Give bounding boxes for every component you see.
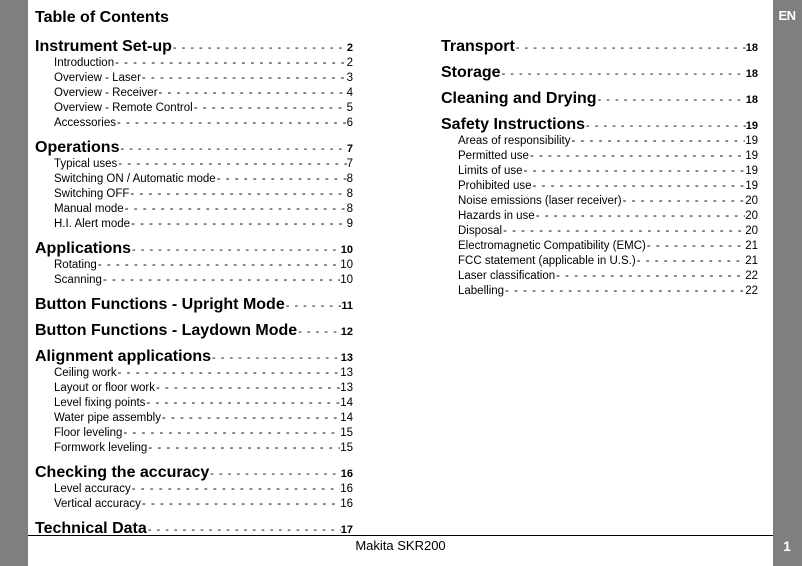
toc-entry[interactable] [35, 273, 353, 288]
entry-label: Overview - Laser [54, 72, 141, 84]
dot-leader [124, 202, 347, 217]
dot-leader [141, 497, 340, 512]
toc-entry[interactable] [35, 116, 353, 131]
entry-label: Typical uses [54, 158, 118, 170]
entry-label: Accessories [54, 117, 116, 129]
toc-entry[interactable] [35, 497, 353, 512]
dot-leader [97, 258, 340, 273]
dot-leader [117, 157, 346, 172]
entry-page: 8 [346, 173, 353, 185]
entry-page: 9 [346, 218, 353, 230]
toc-section [35, 321, 353, 340]
dot-leader [523, 164, 746, 179]
toc-section-heading[interactable] [35, 519, 353, 538]
toc-section [35, 239, 353, 288]
toc-entry[interactable] [35, 366, 353, 381]
dot-leader [158, 86, 347, 101]
dot-leader [102, 273, 340, 288]
toc-entry[interactable] [35, 396, 353, 411]
toc-section-heading[interactable] [441, 115, 758, 134]
entry-page: 8 [346, 188, 353, 200]
toc-section-heading[interactable] [35, 239, 353, 258]
entry-label: Manual mode [54, 203, 124, 215]
entry-label: Scanning [54, 274, 102, 286]
dot-leader [131, 241, 341, 258]
dot-leader [571, 134, 746, 149]
toc-section [35, 138, 353, 232]
section-page: 10 [340, 244, 353, 256]
section-page: 18 [745, 94, 758, 106]
toc-section [35, 37, 353, 131]
entry-label: Switching ON / Automatic mode [54, 173, 216, 185]
entry-page: 6 [346, 117, 353, 129]
toc-section-heading[interactable] [35, 138, 353, 157]
entry-label: Labelling [458, 285, 505, 297]
section-title: Alignment applications [35, 348, 212, 365]
entry-page: 21 [745, 255, 758, 267]
dot-leader [285, 297, 342, 314]
dot-leader [147, 441, 340, 456]
entry-page: 19 [745, 165, 758, 177]
toc-section-heading[interactable] [35, 37, 353, 56]
entry-label: Vertical accuracy [54, 498, 141, 510]
right-margin-bar [773, 0, 802, 566]
toc-entry[interactable] [441, 269, 758, 284]
toc-entry[interactable] [35, 381, 353, 396]
dot-leader [585, 117, 746, 134]
toc-entry[interactable] [35, 172, 353, 187]
entry-page: 19 [745, 150, 758, 162]
toc-entry[interactable] [441, 194, 758, 209]
entry-page: 20 [745, 225, 758, 237]
entry-label: Ceiling work [54, 367, 117, 379]
dot-leader [216, 172, 347, 187]
dot-leader [155, 381, 340, 396]
dot-leader [209, 465, 340, 482]
section-page: 11 [341, 300, 353, 312]
entry-label: Formwork leveling [54, 442, 148, 454]
toc-section-heading[interactable] [441, 89, 758, 108]
entry-label: Noise emissions (laser receiver) [458, 195, 622, 207]
toc-entry[interactable] [35, 202, 353, 217]
entry-label: Hazards in use [458, 210, 535, 222]
dot-leader [117, 366, 341, 381]
entry-label: H.I. Alert mode [54, 218, 131, 230]
dot-leader [211, 349, 341, 366]
toc-section [35, 347, 353, 456]
dot-leader [502, 224, 745, 239]
toc-section [441, 63, 758, 82]
entry-label: Disposal [458, 225, 503, 237]
toc-entry[interactable] [35, 217, 353, 232]
dot-leader [535, 209, 745, 224]
dot-leader [501, 65, 746, 82]
toc-section [35, 295, 353, 314]
entry-page: 16 [340, 498, 353, 510]
entry-page: 22 [745, 270, 758, 282]
entry-page: 21 [745, 240, 758, 252]
toc-entry[interactable] [441, 149, 758, 164]
entry-label: Rotating [54, 259, 97, 271]
section-page: 19 [745, 120, 758, 132]
entry-label: Introduction [54, 57, 115, 69]
dot-leader [161, 411, 340, 426]
toc-section-heading[interactable] [35, 295, 353, 314]
toc-section [441, 115, 758, 299]
entry-label: Level accuracy [54, 483, 131, 495]
entry-label: Level fixing points [54, 397, 146, 409]
footer-text: Makita SKR200 [355, 538, 446, 553]
section-title: Operations [35, 139, 120, 156]
dot-leader [529, 149, 745, 164]
entry-label: Permitted use [458, 150, 529, 162]
entry-page: 15 [340, 427, 353, 439]
section-page: 12 [340, 326, 353, 338]
section-page: 18 [745, 42, 758, 54]
toc-right-column [441, 37, 758, 299]
page-number: 1 [783, 538, 791, 554]
section-page: 13 [340, 352, 353, 364]
section-page: 2 [346, 42, 353, 54]
dot-leader [130, 217, 347, 232]
entry-page: 14 [340, 397, 353, 409]
toc-entry[interactable] [441, 284, 758, 299]
entry-label: Layout or floor work [54, 382, 155, 394]
dot-leader [504, 284, 745, 299]
entry-label: FCC statement (applicable in U.S.) [458, 255, 636, 267]
section-title: Storage [441, 64, 501, 81]
dot-leader [116, 116, 347, 131]
dot-leader [532, 179, 746, 194]
dot-leader [172, 39, 347, 56]
toc-section-heading[interactable] [35, 321, 353, 340]
entry-label: Switching OFF [54, 188, 130, 200]
entry-page: 13 [340, 382, 353, 394]
section-title: Cleaning and Drying [441, 90, 597, 107]
entry-label: Floor leveling [54, 427, 123, 439]
entry-page: 19 [745, 180, 758, 192]
entry-page: 22 [745, 285, 758, 297]
section-page: 16 [340, 468, 353, 480]
toc-entry[interactable] [441, 209, 758, 224]
entry-label: Laser classification [458, 270, 556, 282]
toc-section [35, 519, 353, 538]
section-page: 17 [340, 524, 353, 536]
page-title: Table of Contents [35, 9, 169, 26]
entry-page: 15 [340, 442, 353, 454]
toc-entry[interactable] [441, 164, 758, 179]
dot-leader [122, 426, 340, 441]
section-title: Checking the accuracy [35, 464, 210, 481]
toc-entry[interactable] [35, 71, 353, 86]
toc-section [35, 463, 353, 512]
toc-entry[interactable] [35, 101, 353, 116]
entry-label: Overview - Remote Control [54, 102, 193, 114]
dot-leader [193, 101, 347, 116]
dot-leader [515, 39, 746, 56]
toc-entry[interactable] [35, 411, 353, 426]
toc-entry[interactable] [35, 441, 353, 456]
dot-leader [597, 91, 746, 108]
toc-entry[interactable] [35, 258, 353, 273]
entry-label: Limits of use [458, 165, 523, 177]
toc-section-heading[interactable] [441, 63, 758, 82]
entry-page: 7 [346, 158, 353, 170]
toc-section-heading[interactable] [35, 463, 353, 482]
section-title: Instrument Set-up [35, 38, 172, 55]
dot-leader [147, 521, 341, 538]
section-title: Applications [35, 240, 132, 257]
entry-page: 5 [346, 102, 353, 114]
toc-left-column [35, 37, 353, 538]
toc-section-heading[interactable] [441, 37, 758, 56]
dot-leader [646, 239, 745, 254]
language-tab: EN [778, 8, 796, 23]
toc-entry[interactable] [441, 239, 758, 254]
entry-page: 2 [346, 57, 353, 69]
entry-label: Prohibited use [458, 180, 532, 192]
dot-leader [141, 71, 347, 86]
section-title: Transport [441, 38, 515, 55]
entry-page: 20 [745, 195, 758, 207]
toc-section-heading[interactable] [35, 347, 353, 366]
section-title: Button Functions - Laydown Mode [35, 322, 298, 339]
toc-entry[interactable] [441, 224, 758, 239]
entry-page: 10 [340, 274, 353, 286]
entry-page: 20 [745, 210, 758, 222]
entry-page: 13 [340, 367, 353, 379]
left-margin-bar [0, 0, 28, 566]
toc-entry[interactable] [35, 86, 353, 101]
section-title: Safety Instructions [441, 116, 586, 133]
section-title: Technical Data [35, 520, 147, 537]
toc-section [441, 89, 758, 108]
toc-section [441, 37, 758, 56]
dot-leader [145, 396, 340, 411]
entry-page: 10 [340, 259, 353, 271]
dot-leader [119, 140, 346, 157]
dot-leader [114, 56, 346, 71]
toc-entry[interactable] [35, 426, 353, 441]
dot-leader [131, 482, 340, 497]
section-title: Button Functions - Upright Mode [35, 296, 285, 313]
toc-entry[interactable] [441, 179, 758, 194]
toc-entry[interactable] [441, 254, 758, 269]
entry-label: Overview - Receiver [54, 87, 158, 99]
toc-entry[interactable] [35, 157, 353, 172]
toc-entry[interactable] [35, 187, 353, 202]
toc-entry[interactable] [35, 482, 353, 497]
dot-leader [297, 323, 341, 340]
entry-page: 4 [346, 87, 353, 99]
entry-page: 19 [745, 135, 758, 147]
entry-page: 3 [346, 72, 353, 84]
dot-leader [129, 187, 346, 202]
entry-label: Water pipe assembly [54, 412, 161, 424]
dot-leader [622, 194, 746, 209]
section-page: 18 [745, 68, 758, 80]
toc-entry[interactable] [35, 56, 353, 71]
entry-page: 8 [346, 203, 353, 215]
section-page: 7 [346, 143, 353, 155]
entry-label: Electromagnetic Compatibility (EMC) [458, 240, 646, 252]
dot-leader [636, 254, 746, 269]
entry-label: Areas of responsibility [458, 135, 571, 147]
toc-entry[interactable] [441, 134, 758, 149]
dot-leader [555, 269, 745, 284]
entry-page: 16 [340, 483, 353, 495]
entry-page: 14 [340, 412, 353, 424]
